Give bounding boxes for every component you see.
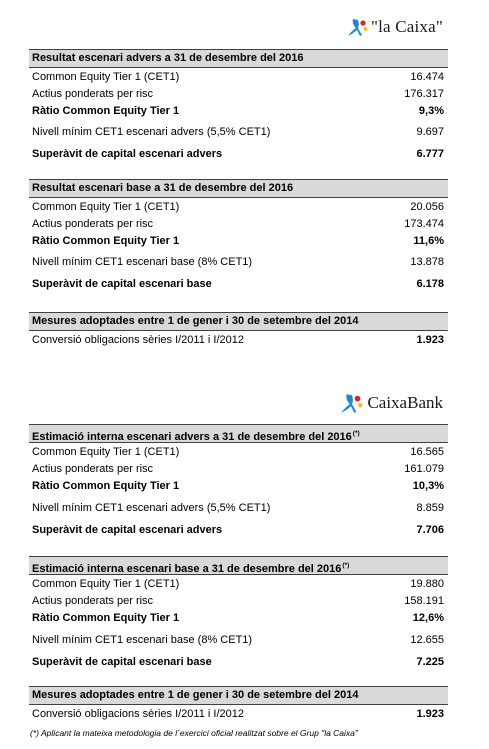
section-header: Estimació interna escenari advers a 31 de desembre del 2016(*) [29,424,448,443]
table-row: Actius ponderats per risc 158.191 [32,595,444,607]
table-row: Nivell mínim CET1 escenari advers (5,5% CET1) 8.859 [32,502,444,514]
table-row: Superàvit de capital escenari base 7.225 [32,656,444,668]
table-row: Conversió obligacions sèries I/2011 i I/2012 1.923 [32,708,444,720]
table-row: Common Equity Tier 1 (CET1) 20.056 [32,201,444,213]
table-row: Common Equity Tier 1 (CET1) 16.565 [32,446,444,458]
table-row: Actius ponderats per risc 176.317 [32,88,444,100]
la-caixa-logo-text: "la Caixa" [370,17,443,36]
section-base-result [29,179,448,299]
footnote: (*) Aplicant la mateixa metodologia de l´exercici oficial realitzat sobre el Grup "la Caixa" [30,728,358,738]
table-row: Nivell mínim CET1 escenari advers (5,5% CET1) 9.697 [32,126,444,138]
section-internal-advers [29,424,448,544]
table-row: Nivell mínim CET1 escenari base (8% CET1) 12.655 [32,634,444,646]
section-header: Resultat escenari base a 31 de desembre del 2016 [29,179,448,198]
section-header: Mesures adoptades entre 1 de gener i 30 de setembre del 2014 [29,686,448,705]
section-measures-2 [29,686,448,726]
section-header: Mesures adoptades entre 1 de gener i 30 de setembre del 2014 [29,312,448,331]
table-row: Superàvit de capital escenari advers 6.777 [32,148,444,160]
table-row: Ràtio Common Equity Tier 1 12,6% [32,612,444,624]
table-row: Nivell mínim CET1 escenari base (8% CET1) 13.878 [32,256,444,268]
table-row: Ràtio Common Equity Tier 1 11,6% [32,235,444,247]
star-logo-icon [339,392,363,414]
table-row: Common Equity Tier 1 (CET1) 16.474 [32,71,444,83]
section-measures [29,312,448,352]
table-row: Actius ponderats per risc 173.474 [32,218,444,230]
caixabank-logo [339,392,443,414]
section-header: Resultat escenari advers a 31 de desembre del 2016 [29,49,448,68]
table-row: Conversió obligacions sèries I/2011 i I/2012 1.923 [32,334,444,346]
table-row: Actius ponderats per risc 161.079 [32,463,444,475]
star-logo-icon [346,17,368,37]
table-row: Common Equity Tier 1 (CET1) 19.880 [32,578,444,590]
caixabank-logo-text: CaixaBank [367,393,443,412]
la-caixa-logo [346,17,443,37]
table-row: Superàvit de capital escenari base 6.178 [32,278,444,290]
section-advers-result [29,49,448,169]
table-row: Superàvit de capital escenari advers 7.706 [32,524,444,536]
table-row: Ràtio Common Equity Tier 1 10,3% [32,480,444,492]
section-internal-base [29,556,448,676]
table-row: Ràtio Common Equity Tier 1 9,3% [32,105,444,117]
section-header: Estimació interna escenari base a 31 de desembre del 2016(*) [29,556,448,575]
